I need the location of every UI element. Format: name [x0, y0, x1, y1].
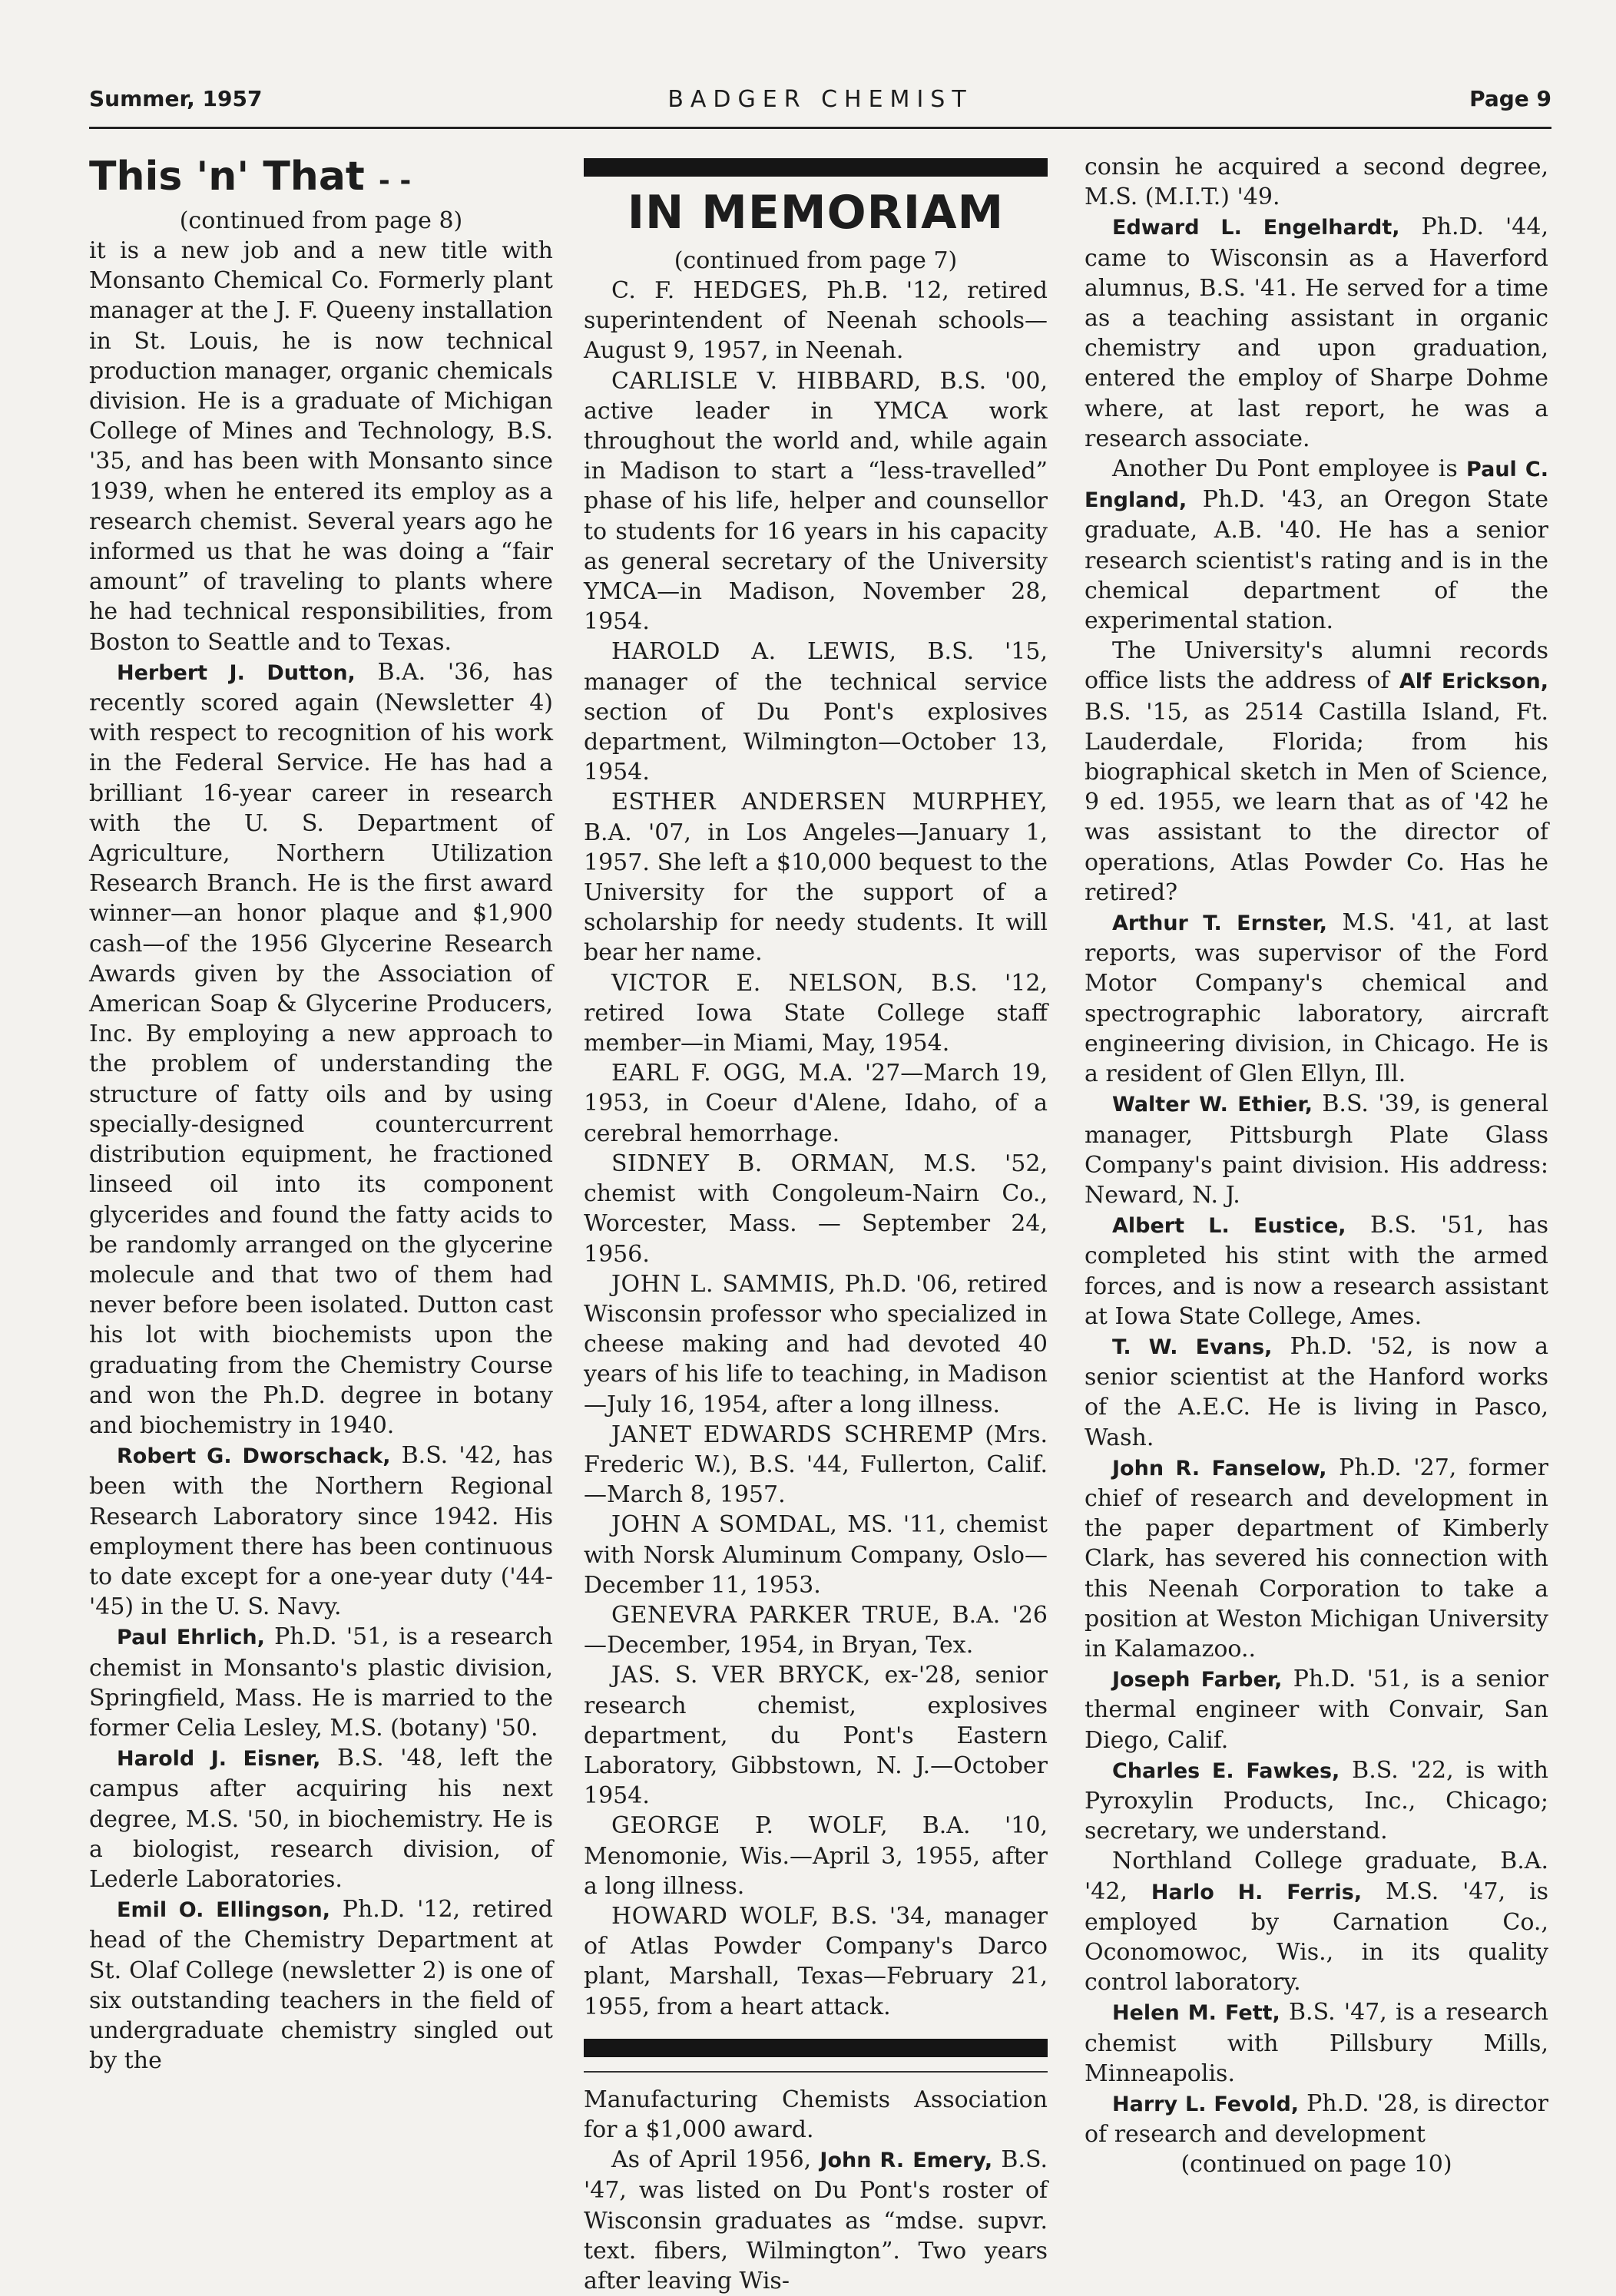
paragraph — [1085, 908, 1548, 1089]
column-alumni-notes — [1085, 152, 1548, 2179]
issue-date: Summer, 1957 — [89, 86, 263, 111]
paragraph-lead-text: The University's alumni records office lists the address of — [1085, 637, 1548, 695]
continued-on: (continued on page 10) — [1181, 2151, 1452, 2179]
page-header — [89, 86, 1551, 126]
person-name: HOWARD WOLF, — [611, 1902, 820, 1930]
paragraph-lead-text: Another Du Pont employee is — [1112, 455, 1467, 483]
person-name: GENEVRA PARKER TRUE, — [611, 1601, 941, 1629]
paragraph-text: Ph.D. '28, is director of research and development — [1085, 2090, 1549, 2149]
paragraph — [584, 968, 1048, 1059]
thin-rule — [584, 2071, 1048, 2073]
section-title-text: This 'n' That — [89, 154, 365, 200]
paragraph-text: B.A. '10, Menomonie, Wis.—April 3, 1955, after a long illness. — [584, 1812, 1048, 1900]
person-name: Joseph Farber, — [1112, 1668, 1283, 1692]
paragraph — [1085, 1846, 1548, 1997]
paragraph-text: B.S. '00, active leader in YMCA work throughout the world and, while again in Madison to start a “less-travelled” phase of his life, helper and counsellor to students for 16 years in his capacity as general secretary of the University YMCA—in Madison, November 28, 1954. — [584, 367, 1048, 636]
page-number: Page 9 — [1469, 86, 1551, 111]
column-body — [89, 236, 553, 2076]
heavy-rule-bottom — [584, 2039, 1048, 2057]
paragraph-text: B.A. '26—December, 1954, in Bryan, Tex. — [584, 1601, 1048, 1659]
paragraph-text: B.A. '07, in Los Angeles—January 1, 1957. She left a $10,000 bequest to the University for the support of a scholarship for needy students. It will bear her name. — [584, 819, 1048, 967]
paragraph-text: it is a new job and a new title with Monsanto Chemical Co. Formerly plant manager at the J. F. Queeny installation in St. Louis, he is now technical production manager, organic chemicals division. He is a graduate of Michigan College of Mines and Technology, B.S. '35, and has been with Monsanto since 1939, when he entered its employ as a research chemist. Several years ago he informed us that he was doing a “fair amount” of traveling to plants where he had technical responsibilities, from Boston to Seattle and to Texas. — [89, 237, 553, 656]
continued-from: (continued from page 7) — [674, 247, 958, 274]
section-title — [89, 152, 553, 206]
person-name: Herbert J. Dutton, — [117, 660, 356, 685]
continued-story — [584, 2085, 1048, 2296]
paragraph-lead-text: Northland College graduate, B.A. '42, — [1085, 1848, 1548, 1905]
paragraph-text: Manufacturing Chemists Association for a $1,000 award. — [584, 2086, 1048, 2143]
paragraph-text: B.S. '34, manager of Atlas Powder Company's Darco plant, Marshall, Texas—February 21, 1955, from a heart attack. — [584, 1902, 1048, 2020]
paragraph-text: B.A. '36, has recently scored again (Newsletter 4) with respect to recognition of his work in the Federal Service. He has had a brilliant 16-year career in research with the U. S. Department of Agriculture, Northern Utilization Research Branch. He is the first award winner—an honor plaque and $1,900 cash—of the 1956 Glycerine Research Awards given by the Association of American Soap & Glycerine Producers, Inc. By employing a new approach to the problem of understanding the structure of fatty oils and by using specially-designed countercurrent distribution equipment, he fractioned linseed oil into its component glycerides and found the fatty acids to be randomly arranged on the glycerine molecule and that two of them had never before been isolated. Dutton cast his lot with biochemists upon the graduating from the Chemistry Course and won the Ph.D. degree in botany and biochemistry in 1940. — [89, 658, 554, 1439]
paragraph — [1085, 152, 1548, 212]
paragraph — [584, 276, 1048, 366]
paragraph — [1085, 212, 1548, 454]
paragraph — [1085, 1997, 1548, 2089]
paragraph-text: B.S. '15, manager of the technical service section of Du Pont's explosives department, Wilmington—October 13, 1954. — [584, 638, 1048, 786]
paragraph — [1085, 1755, 1548, 1847]
paragraph — [1085, 636, 1548, 908]
person-name: John R. Fanselow, — [1112, 1456, 1327, 1480]
person-name: Charles E. Fawkes, — [1112, 1758, 1340, 1783]
paragraph — [1085, 1089, 1548, 1210]
person-name: JAS. S. VER BRYCK, — [611, 1662, 871, 1689]
person-name: VICTOR E. NELSON, — [611, 969, 905, 997]
paragraph-text: Ph.D. '27, former chief of research and development in the paper department of Kimberly Clark, has severed his connection with this Neenah Corporation to take a position at Weston Michigan University in Kalamazoo.. — [1085, 1454, 1548, 1662]
person-name: ESTHER ANDERSEN MURPHEY, — [611, 789, 1048, 816]
paragraph — [584, 787, 1048, 968]
paragraph — [89, 1622, 553, 1743]
paragraph-text: Ph.B. '12, retired superintendent of Neenah schools—August 9, 1957, in Neenah. — [584, 277, 1048, 365]
person-name: EARL F. OGG, — [611, 1060, 787, 1087]
heavy-rule-top — [584, 158, 1048, 177]
person-name: JOHN A SOMDAL, — [611, 1511, 838, 1539]
paragraph-text: Ph.D. '12, retired head of the Chemistry Department at St. Olaf College (newsletter 2) is one of six outstanding teachers in the field of undergraduate chemistry singled out by the — [89, 1896, 554, 2075]
person-name: HAROLD A. LEWIS, — [611, 638, 897, 666]
paragraph — [1085, 1210, 1548, 1332]
person-name: Robert G. Dworschack, — [117, 1444, 391, 1469]
paragraph — [89, 236, 553, 657]
person-name: C. F. HEDGES, — [611, 277, 809, 304]
paragraph — [584, 1660, 1048, 1811]
paragraph-text: B.S. '48, left the campus after acquiring his next degree, M.S. '50, in biochemistry. He is a biologist, research division, of Lederle Laboratories. — [89, 1745, 553, 1893]
paragraph — [584, 1269, 1048, 1420]
column-this-n-that — [89, 146, 553, 2076]
paragraph-text: M.S. '41, at last reports, was supervisor of the Ford Motor Company's chemical and spectrographic laboratory, aircraft engineering division, in Chicago. He is a resident of Glen Ellyn, Ill. — [1085, 909, 1548, 1088]
publication-title: BADGER CHEMIST — [667, 86, 973, 113]
paragraph — [1085, 2089, 1548, 2149]
person-name: GEORGE P. WOLF, — [611, 1812, 889, 1840]
paragraph — [89, 1441, 553, 1622]
paragraph — [584, 366, 1048, 637]
person-name: Edward L. Engelhardt, — [1112, 216, 1400, 240]
paragraph-text: B.S. '15, as 2514 Castilla Island, Ft. Lauderdale, Florida; from his biographical sketch in Men of Science, 9 ed. 1955, we learn that as of '42 he was assistant to the director of operations, Atlas Powder Co. Has he retired? — [1085, 698, 1548, 906]
paragraph — [584, 1420, 1048, 1510]
paragraph — [584, 1510, 1048, 1600]
section-title-dashes: - - — [378, 165, 412, 197]
paragraph-text: Ph.D. '51, is a research chemist in Monsanto's plastic division, Springfield, Mass. He is married to the former Celia Lesley, M.S. (botany) '50. — [89, 1623, 554, 1742]
person-name: Paul C. England, — [1085, 458, 1548, 513]
person-name: Harlo H. Ferris, — [1151, 1880, 1363, 1904]
paragraph-text: B.S. '47, is a research chemist with Pillsbury Mills, Minneapolis. — [1085, 1999, 1548, 2087]
person-name: JANET EDWARDS SCHREMP — [611, 1421, 974, 1448]
header-rule — [89, 127, 1551, 129]
paragraph-text: (Mrs. Frederic W.), B.S. '44, Fullerton, Calif.—March 8, 1957. — [584, 1421, 1048, 1509]
paragraph — [584, 1901, 1048, 2022]
paragraph — [1085, 454, 1548, 636]
paragraph-text: Ph.D. '43, an Oregon State graduate, A.B. '40. He has a senior research scientist's rating and is in the chemical department of the experimental station. — [1085, 486, 1548, 635]
person-name: CARLISLE V. HIBBARD, — [611, 367, 922, 395]
person-name: Paul Ehrlich, — [117, 1626, 265, 1650]
paragraph-text: B.S. '22, is with Pyroxylin Products, Inc., Chicago; secretary, we understand. — [1085, 1756, 1549, 1845]
person-name: Harry L. Fevold, — [1112, 2093, 1300, 2116]
person-name: Helen M. Fett, — [1112, 2001, 1280, 2026]
person-name: Walter W. Ethier, — [1112, 1093, 1313, 1117]
paragraph-text: MS. '11, chemist with Norsk Aluminum Company, Oslo—December 11, 1953. — [584, 1511, 1048, 1599]
paragraph-text: B.S. '39, is general manager, Pittsburgh Plate Glass Company's paint division. His address: Neward, N. J. — [1085, 1090, 1548, 1209]
person-name: Emil O. Ellingson, — [117, 1898, 330, 1923]
memoriam-list — [584, 276, 1048, 2022]
paragraph — [584, 2145, 1048, 2296]
paragraph — [584, 637, 1048, 787]
paragraph-text: Ph.D. '06, retired Wisconsin professor who specialized in cheese making and had devoted 40 years of his life to teaching, in Madison—July 16, 1954, after a long illness. — [584, 1270, 1048, 1418]
paragraph — [584, 2085, 1048, 2145]
person-name: SIDNEY B. ORMAN, — [611, 1150, 896, 1177]
paragraph-text: B.S. '42, has been with the Northern Regional Research Laboratory since 1942. His employment there has been continuous to date except for a one-year duty ('44-'45) in the U. S. Navy. — [89, 1442, 553, 1621]
person-name: John R. Emery, — [820, 2149, 993, 2173]
paragraph-text: M.S. '52, chemist with Congoleum-Nairn Co., Worcester, Mass. — September 24, 1956. — [584, 1150, 1048, 1268]
person-name: Harold J. Eisner, — [117, 1747, 321, 1772]
paragraph-text: B.S. '47, was listed on Du Pont's roster of Wisconsin graduates as “mdse. supvr. text. fibers, Wilmington”. Two years after leaving Wis- — [584, 2146, 1048, 2294]
paragraph — [89, 1743, 553, 1894]
paragraph — [584, 1058, 1048, 1149]
continued-from: (continued from page 8) — [179, 207, 463, 234]
paragraph — [584, 1149, 1048, 1269]
person-name: T. W. Evans, — [1112, 1335, 1273, 1359]
paragraph — [584, 1811, 1048, 1901]
person-name: Albert L. Eustice, — [1112, 1214, 1346, 1239]
person-name: Alf Erickson, — [1399, 670, 1549, 694]
column-in-memoriam — [584, 154, 1048, 2296]
paragraph-text: Ph.D. '52, is now a senior scientist at the Hanford works of the A.E.C. He is living in Pasco, Wash. — [1085, 1332, 1548, 1451]
person-name: Arthur T. Ernster, — [1112, 911, 1327, 936]
paragraph — [89, 657, 553, 1441]
paragraph-text: B.S. '51, has completed his stint with the armed forces, and is now a research assistant at Iowa State College, Ames. — [1085, 1212, 1548, 1330]
paragraph-text: Ph.D. '51, is a senior thermal engineer with Convair, San Diego, Calif. — [1085, 1666, 1548, 1754]
paragraph-lead-text: As of April 1956, — [611, 2146, 820, 2174]
paragraph-text: M.S. '47, is employed by Carnation Co., Oconomowoc, Wis., in its quality control laboratory. — [1085, 1877, 1549, 1997]
paragraph — [584, 1600, 1048, 1660]
paragraph — [1085, 1332, 1548, 1453]
memoriam-title: IN MEMORIAM — [627, 186, 1005, 240]
column-body — [1085, 152, 1548, 2149]
paragraph-text: B.S. '12, retired Iowa State College staff member—in Miami, May, 1954. — [584, 969, 1048, 1057]
paragraph — [1085, 1453, 1548, 1664]
paragraph-text: M.A. '27—March 19, 1953, in Coeur d'Alene, Idaho, of a cerebral hemorrhage. — [584, 1060, 1048, 1147]
paragraph — [89, 1894, 553, 2076]
person-name: JOHN L. SAMMIS, — [611, 1270, 836, 1298]
paragraph-text: ex-'28, senior research chemist, explosives department, du Pont's Eastern Laboratory, Gibbstown, N. J.—October 1954. — [584, 1662, 1048, 1810]
paragraph-text: Ph.D. '44, came to Wisconsin as a Haverford alumnus, B.S. '41. He served for a time as a teaching assistant in organic chemistry and upon graduation, entered the employ of Sharpe Dohme where, at last report, he was a research associate. — [1085, 213, 1548, 452]
paragraph-text: consin he acquired a second degree, M.S. (M.I.T.) '49. — [1085, 154, 1548, 211]
paragraph — [1085, 1664, 1548, 1755]
